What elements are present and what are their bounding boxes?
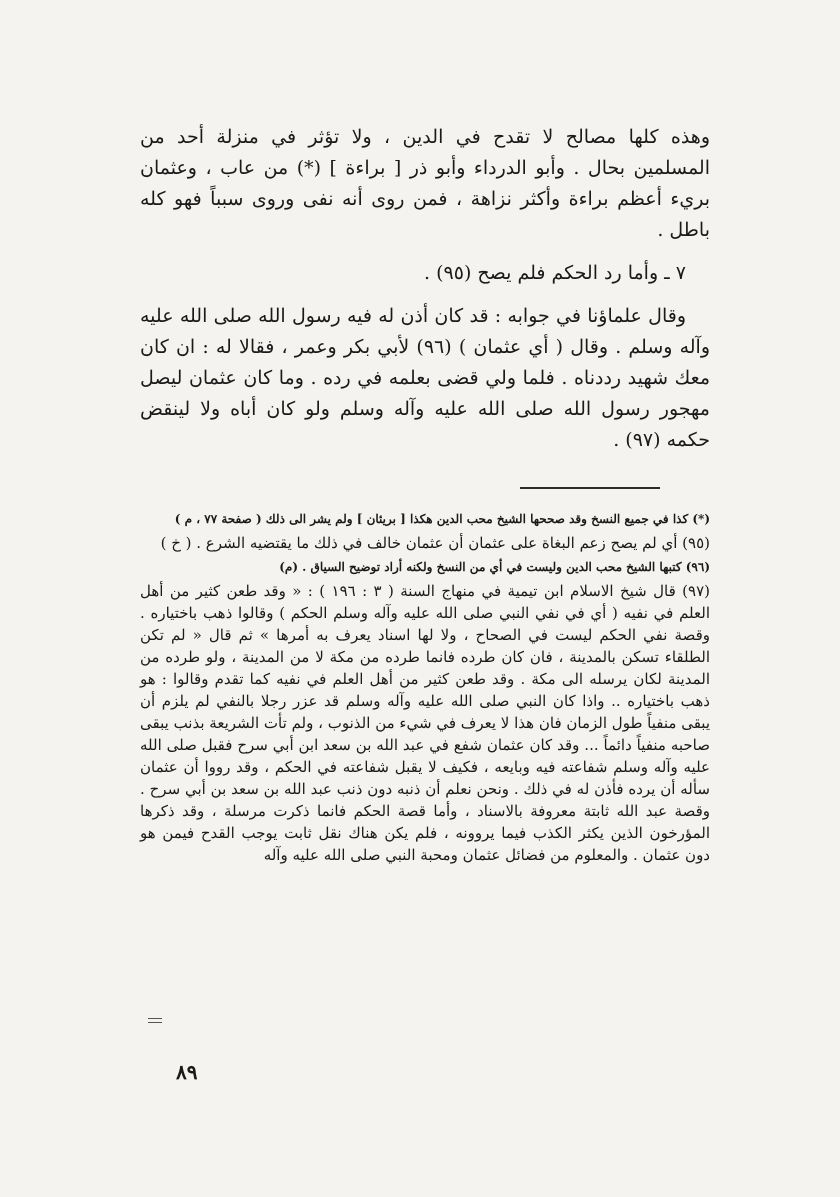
footnote-star: (*) كذا في جميع النسخ وقد صححها الشيخ محب الدين هكذا [ بريئان ] ولم يشر الى ذلك ( صفحة ٧٧ ، م )	[174, 512, 710, 526]
main-text-block	[140, 122, 710, 456]
page-number: ٨٩	[176, 1060, 198, 1084]
footnote-separator	[520, 487, 660, 489]
footnotes-block	[140, 508, 710, 868]
paragraph-3: وقال علماؤنا في جوابه : قد كان أذن له فيه رسول الله صلى الله عليه وآله وسلم . وقال ( أي عثمان ) (٩٦) لأبي بكر وعمر ، فقالا له : ان كان معك شهيد رددناه . فلما ولي قضى بعلمه في رده . وما كان عثمان ليصل مهجور رسول الله صلى الله عليه وآله وسلم ولو كان أباه ولا لينقض حكمه (٩٧) .	[140, 305, 710, 451]
paragraph-2: ٧ ـ وأما رد الحكم فلم يصح (٩٥) .	[424, 262, 686, 284]
footnote-96: (٩٦) كتبها الشيخ محب الدين وليست في أي من النسخ ولكنه أراد توضيح السياق . (م)	[279, 560, 710, 574]
paragraph-1: وهذه كلها مصالح لا تقدح في الدين ، ولا تؤثر في منزلة أحد من المسلمين بحال . وأبو الدرداء وأبو ذر [ براءة ] (*) من عاب ، وعثمان بريء أعظم براءة وأكثر نزاهة ، فمن روى أنه نفى وروى سبباً فهو كله باطل .	[140, 126, 710, 241]
footnote-97: (٩٧) قال شيخ الاسلام ابن تيمية في منهاج السنة ( ٣ : ١٩٦ ) : « وقد طعن كثير من أهل العلم في نفيه ( أي في نفي النبي صلى الله عليه وآله وسلم الحكم ) وقالوا ذهب باختياره . وقصة نفي الحكم ليست في الصحاح ، ولا لها اسناد يعرف به أمرها » ثم قال « لم تكن الطلقاء تسكن بالمدينة ، فان كان طرده فانما طرده من مكة لا من المدينة ، ولو طرده من المدينة لكان يرسله الى مكة . وقد طعن كثير من أهل العلم في نفيه كما تقدم وقالوا : هو ذهب باختياره .. واذا كان النبي صلى الله عليه وآله وسلم قد عزر رجلا بالنفي لم يلزم أن يبقى منفياً طول الزمان فان هذا لا يعرف في شيء من الذنوب ، ولم تأت الشريعة بذنب يبقى صاحبه منفياً دائماً ... وقد كان عثمان شفع في عبد الله بن سعد ابن أبي سرح فقبل صلى الله عليه وآله وسلم شفاعته فيه وبايعه ، فكيف لا يقبل شفاعته في الحكم ، وقد رووا أن عثمان سأله أن يرده فأذن له في ذلك . ونحن نعلم أن ذنبه دون ذنب عبد الله بن سعد بن أبي سرح . وقصة عبد الله ثابتة معروفة بالاسناد ، وأما قصة الحكم فانما ذكرت مرسلة ، وقد ذكرها المؤرخون الذين يكثر الكذب فيما يروونه ، فلم يكن هناك نقل ثابت يوجب القدح فيمن هو دون عثمان . والمعلوم من فضائل عثمان ومحبة النبي صلى الله عليه وآله	[140, 582, 711, 864]
footnote-95: (٩٥) أي لم يصح زعم البغاة على عثمان أن عثمان خالف في ذلك ما يقتضيه الشرع . ( خ )	[160, 534, 710, 552]
continuation-mark	[148, 1018, 162, 1023]
